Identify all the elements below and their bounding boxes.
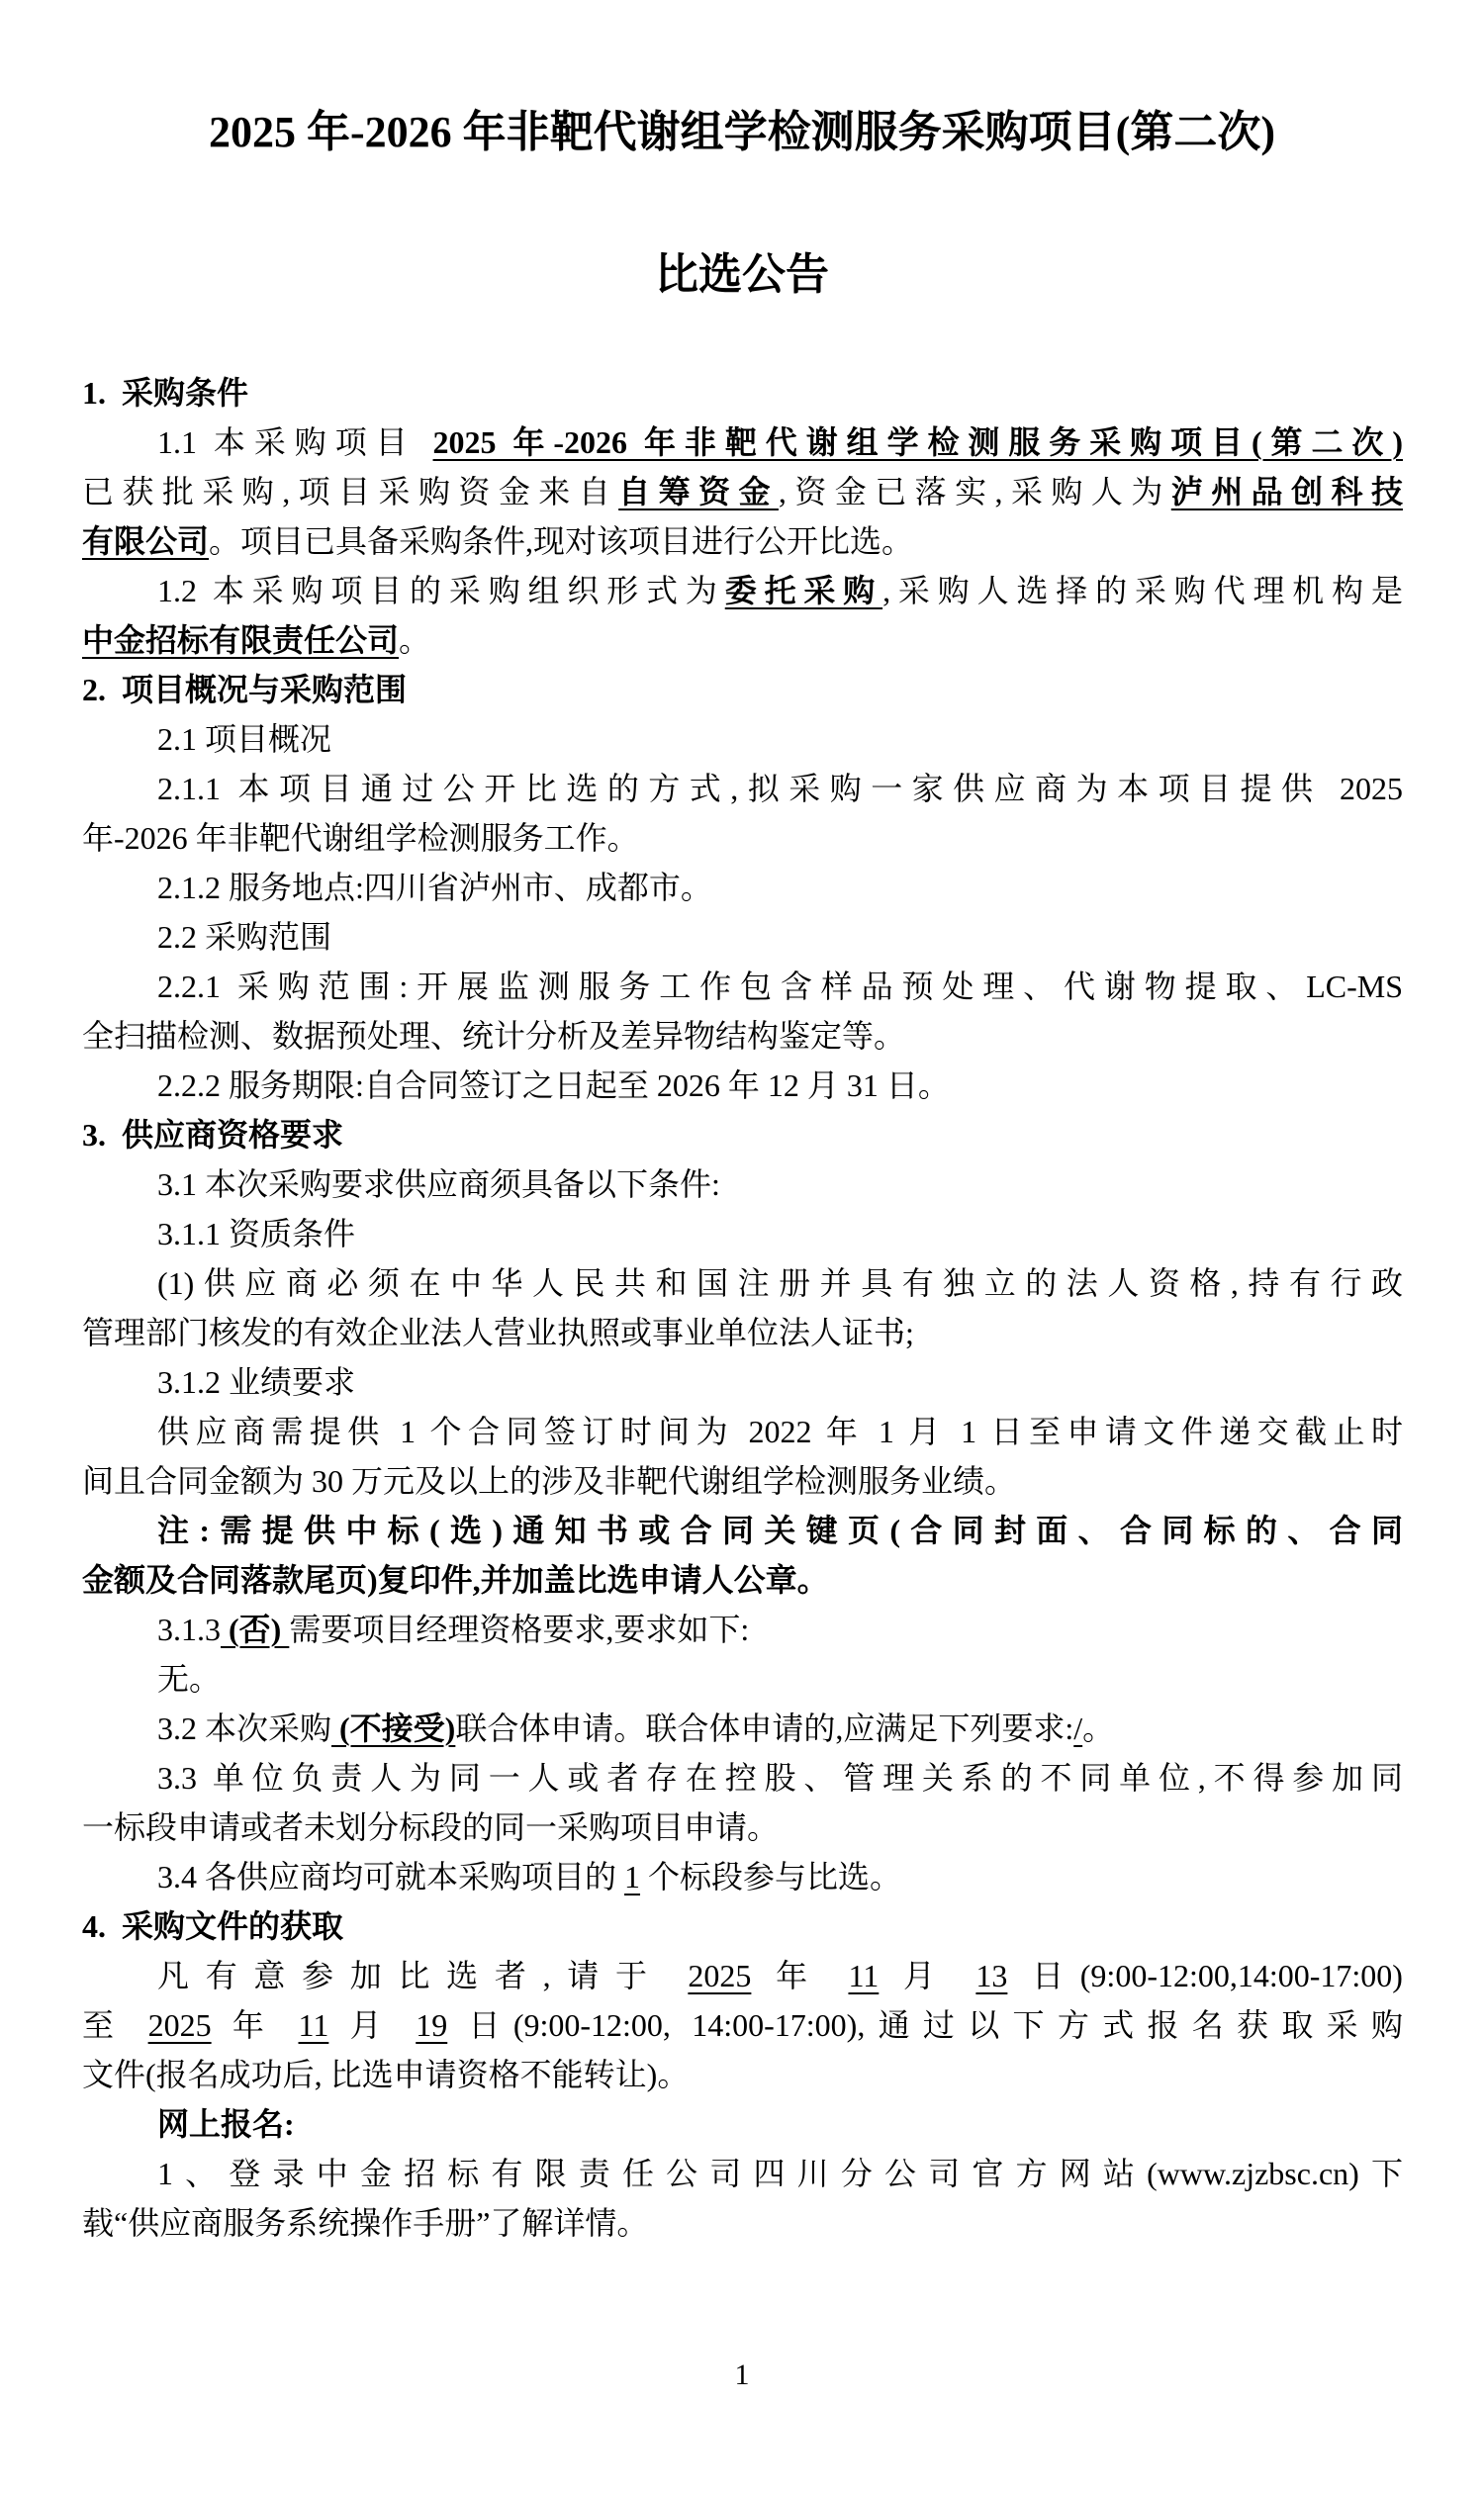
text-segment: (1)供应商必须在中华人民共和国注册并具有独立的法人资格,持有行政 [157,1265,1403,1301]
doc-line-7 [82,665,1403,714]
text-segment: 1.2 本采购项目的采购组织形式为 [157,573,725,608]
doc-line-31 [82,1852,1403,1901]
text-segment: 2025 [688,1958,752,1993]
doc-line-28 [82,1704,1403,1753]
text-segment: 11 [848,1958,880,1993]
doc-line-30 [82,1803,1403,1852]
doc-line-15 [82,1061,1403,1110]
text-segment: 日(9:00-12:00, 14:00-17:00),通过以下方式报名获取采购 [447,2007,1403,2043]
text-segment: (不接受) [331,1710,456,1746]
text-segment: 11 [298,2007,329,2043]
doc-line-3 [82,467,1403,516]
text-segment: 至 [82,2007,148,2043]
text-segment: 需要项目经理资格要求,要求如下: [289,1612,750,1647]
doc-line-9 [82,764,1403,813]
text-segment: 管理部门核发的有效企业法人营业执照或事业单位法人证书; [82,1315,914,1350]
doc-line-38 [82,2198,1403,2248]
text-segment: 文件(报名成功后, 比选申请资格不能转让)。 [82,2057,690,2092]
text-segment: 年 [751,1958,849,1993]
document-body [82,368,1403,2248]
text-segment: 13 [975,1958,1008,1993]
doc-line-17 [82,1159,1403,1209]
text-segment: 19 [416,2007,448,2043]
text-segment: (否) [221,1612,290,1647]
text-segment: 1. 采购条件 [82,375,249,411]
text-segment: 4. 采购文件的获取 [82,1908,344,1944]
text-segment: 2. 项目概况与采购范围 [82,672,408,707]
text-segment: 年-2026 年非靶代谢组学检测服务工作。 [82,820,639,856]
doc-line-14 [82,1011,1403,1061]
doc-line-34 [82,2000,1403,2050]
text-segment: 2.2.2 服务期限:自合同签订之日起至 2026 年 12 月 31 日。 [157,1067,950,1103]
text-segment: 联合体申请。联合体申请的,应满足下列要求: [455,1710,1074,1746]
text-segment: 3.2 本次采购 [157,1710,332,1746]
doc-line-20 [82,1308,1403,1357]
text-segment: 。项目已具备采购条件,现对该项目进行公开比选。 [209,523,914,559]
doc-line-4 [82,516,1403,566]
text-segment: 1、登录中金招标有限责任公司四川分公司官方网站(www.zjzbsc.cn)下 [157,2156,1403,2191]
text-segment: 3.1.2 业绩要求 [157,1364,356,1400]
text-segment: / [1073,1710,1083,1746]
text-segment: 自筹资金 [618,474,779,509]
doc-line-13 [82,962,1403,1011]
text-segment: 已获批采购,项目采购资金来自 [82,474,619,509]
text-segment: 年 [211,2007,299,2043]
text-segment: 泸州品创科技 [1170,474,1403,509]
text-segment: 一标段申请或者未划分标段的同一采购项目申请。 [82,1809,780,1845]
text-segment: 。 [1082,1710,1115,1746]
doc-line-33 [82,1951,1403,2000]
text-segment: 日(9:00-12:00,14:00-17:00) [1007,1958,1403,1993]
text-segment: 2.1 项目概况 [157,721,332,757]
text-segment: 2025 [147,2007,212,2043]
doc-line-2 [82,417,1403,467]
text-segment: 凡有意参加比选者,请于 [157,1958,689,1993]
doc-line-5 [82,566,1403,615]
text-segment: 有限公司 [82,523,210,559]
text-segment: 月 [879,1958,976,1993]
doc-line-23 [82,1456,1403,1506]
page-number: 1 [734,2358,750,2391]
text-segment: 2.1.2 服务地点:四川省泸州市、成都市。 [157,870,712,905]
text-segment: 载“供应商服务系统操作手册”了解详情。 [82,2205,649,2241]
doc-line-37 [82,2149,1403,2198]
text-segment: ,资金已落实,采购人为 [778,474,1171,509]
doc-line-19 [82,1258,1403,1308]
doc-line-10 [82,813,1403,863]
doc-line-25 [82,1555,1403,1605]
text-segment: 2.2 采购范围 [157,919,332,955]
document-title: 2025 年-2026 年非靶代谢组学检测服务采购项目(第二次) [209,108,1275,156]
doc-line-16 [82,1110,1403,1159]
text-segment: 2.2.1 采购范围:开展监测服务工作包含样品预处理、代谢物提取、LC-MS [157,969,1403,1004]
doc-line-32 [82,1901,1403,1951]
text-segment: 3.3 单位负责人为同一人或者存在控股、管理关系的不同单位,不得参加同 [157,1760,1403,1796]
text-segment: 3. 供应商资格要求 [82,1117,344,1153]
text-segment: 供应商需提供 1 个合同签订时间为 2022 年 1 月 1 日至申请文件递交截止时 [157,1414,1403,1449]
document-subtitle: 比选公告 [655,250,829,299]
text-segment: 3.1 本次采购要求供应商须具备以下条件: [157,1166,720,1202]
doc-line-6 [82,615,1403,665]
text-segment: 月 [328,2007,417,2043]
text-segment: 1.1 本采购项目 [157,424,433,460]
text-segment: 个标段参与比选。 [640,1859,902,1895]
doc-line-11 [82,863,1403,912]
text-segment: 3.1.3 [157,1612,221,1647]
text-segment: 委托采购 [724,573,883,608]
doc-line-21 [82,1357,1403,1407]
text-segment: 金额及合同落款尾页)复印件,并加盖比选申请人公章。 [82,1562,829,1598]
doc-line-8 [82,714,1403,764]
text-segment: 2.1.1 本项目通过公开比选的方式,拟采购一家供应商为本项目提供 2025 [157,771,1403,806]
text-segment: 2025 年-2026 年非靶代谢组学检测服务采购项目(第二次) [432,424,1403,460]
text-segment: 注:需提供中标(选)通知书或合同关键页(合同封面、合同标的、合同 [157,1513,1403,1548]
doc-line-29 [82,1753,1403,1803]
text-segment: 无。 [157,1661,222,1697]
text-segment: 3.1.1 资质条件 [157,1216,356,1251]
text-segment: 全扫描检测、数据预处理、统计分析及差异物结构鉴定等。 [82,1018,906,1054]
doc-line-36 [82,2099,1403,2149]
text-segment: 1 [624,1859,641,1895]
text-segment: 间且合同金额为 30 万元及以上的涉及非靶代谢组学检测服务业绩。 [82,1463,1017,1499]
text-segment: 网上报名: [157,2106,295,2142]
text-segment: 中金招标有限责任公司 [82,622,400,658]
doc-line-26 [82,1605,1403,1654]
text-segment: 。 [399,622,431,658]
doc-line-22 [82,1407,1403,1456]
doc-line-12 [82,912,1403,962]
text-segment: 3.4 各供应商均可就本采购项目的 [157,1859,625,1895]
doc-line-27 [82,1654,1403,1704]
doc-line-35 [82,2050,1403,2099]
doc-line-18 [82,1209,1403,1258]
doc-line-1 [82,368,1403,417]
text-segment: ,采购人选择的采购代理机构是 [882,573,1403,608]
doc-line-24 [82,1506,1403,1555]
